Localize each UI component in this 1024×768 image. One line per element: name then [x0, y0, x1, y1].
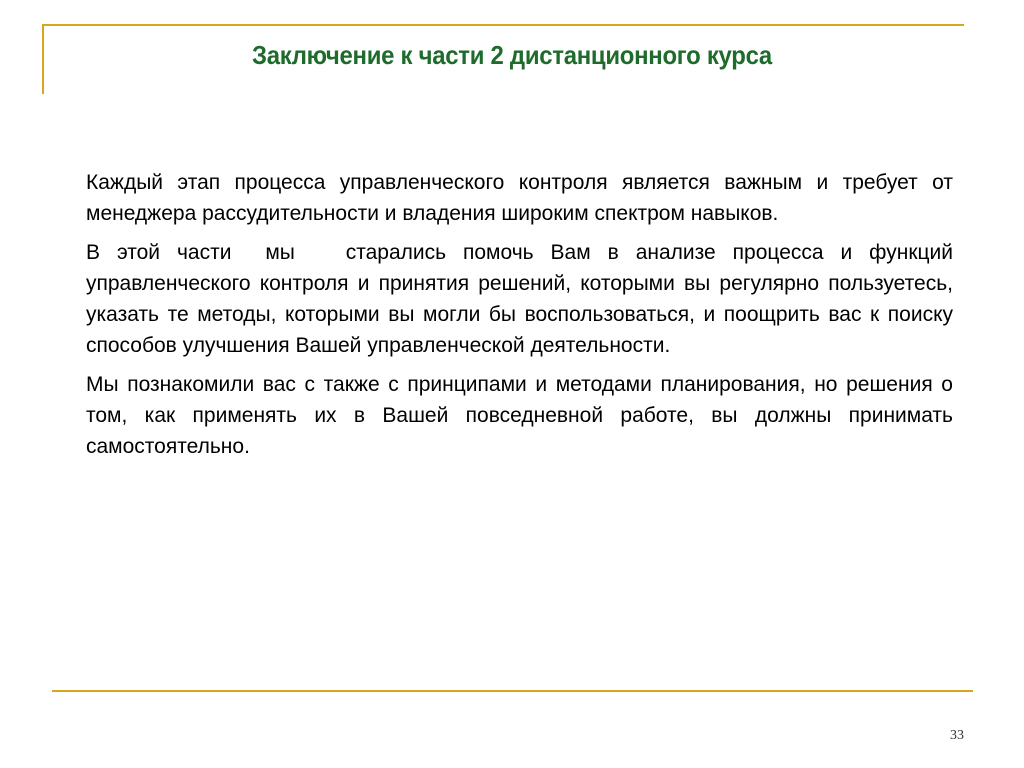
- paragraph-1: Каждый этап процесса управленческого контроля является важным и требует от менеджера рассудительности и владения широким спектром навыков.: [86, 171, 953, 225]
- page-number: 33: [950, 728, 964, 743]
- paragraph-3: Мы познакомили вас с также с принципами и методами планирования, но решения о том, как применять их в Вашей повседневной работе, вы должны принимать самостоятельно.: [86, 373, 953, 458]
- paragraph-2: В этой части мы старались помочь Вам в анализе процесса и функций управленческого контроля и принятия решений, которыми вы регулярно пользуетесь, указать те методы, которыми вы могли бы воспользоваться, и поощрить вас к поиску способов улучшения Вашей управленческой деятельности.: [86, 241, 959, 357]
- slide-title: Заключение к части 2 дистанционного курса: [252, 40, 772, 70]
- bottom-border-line: [52, 690, 973, 692]
- top-border-line: [42, 24, 964, 26]
- slide-body: [86, 167, 959, 470]
